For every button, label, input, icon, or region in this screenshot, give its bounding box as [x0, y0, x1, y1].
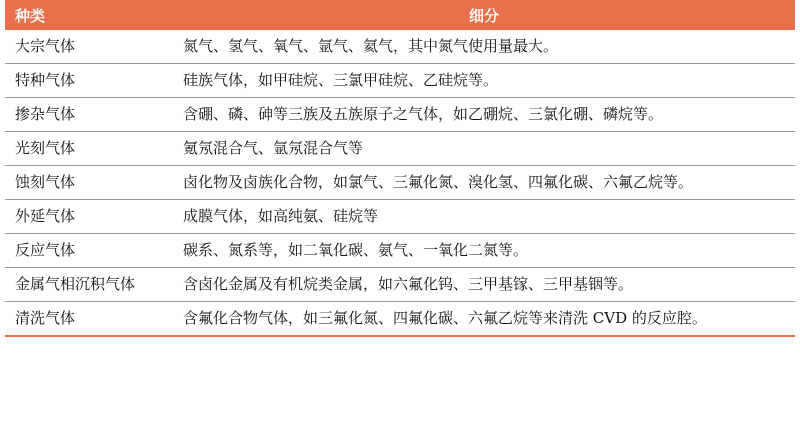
- row-detail: 碳系、氮系等，如二氧化碳、氨气、一氧化二氮等。: [183, 241, 529, 259]
- row-kind: 特种气体: [15, 71, 76, 89]
- row-detail: 成膜气体，如高纯氨、硅烷等: [183, 207, 379, 225]
- row-detail: 氪氖混合气、氩氖混合气等: [183, 139, 364, 157]
- gas-classification-table-container: [5, 0, 795, 337]
- row-kind: 外延气体: [15, 207, 76, 225]
- row-kind: 金属气相沉积气体: [15, 275, 136, 293]
- row-kind: 光刻气体: [15, 139, 76, 157]
- row-detail: 含氟化合物气体，如三氟化氮、四氟化碳、六氟乙烷等来清洗 CVD 的反应腔。: [183, 309, 707, 327]
- row-kind: 清洗气体: [15, 309, 76, 327]
- header-detail: 细分: [173, 0, 795, 30]
- row-kind: 掺杂气体: [15, 105, 76, 123]
- table-row: [5, 166, 795, 200]
- row-kind: 蚀刻气体: [15, 173, 76, 191]
- header-kind: 种类: [5, 0, 173, 30]
- row-detail: 含卤化金属及有机烷类金属，如六氟化钨、三甲基镓、三甲基铟等。: [183, 275, 634, 293]
- row-detail: 氮气、氢气、氧气、氩气、氦气，其中氮气使用量最大。: [183, 37, 559, 55]
- row-kind: 反应气体: [15, 241, 76, 259]
- table-row: [5, 132, 795, 166]
- table-row: [5, 200, 795, 234]
- table-row: [5, 64, 795, 98]
- table-row: [5, 234, 795, 268]
- gas-classification-table: [5, 0, 795, 337]
- row-detail: 含硼、磷、砷等三族及五族原子之气体，如乙硼烷、三氯化硼、磷烷等。: [183, 105, 664, 123]
- table-row: [5, 302, 795, 337]
- row-kind: 大宗气体: [15, 37, 76, 55]
- row-detail: 硅族气体，如甲硅烷、三氯甲硅烷、乙硅烷等。: [183, 71, 499, 89]
- table-row: [5, 268, 795, 302]
- table-header-row: [5, 0, 795, 30]
- table-row: [5, 98, 795, 132]
- row-detail: 卤化物及卤族化合物，如氯气、三氟化氮、溴化氢、四氟化碳、六氟乙烷等。: [183, 173, 694, 191]
- table-row: [5, 30, 795, 64]
